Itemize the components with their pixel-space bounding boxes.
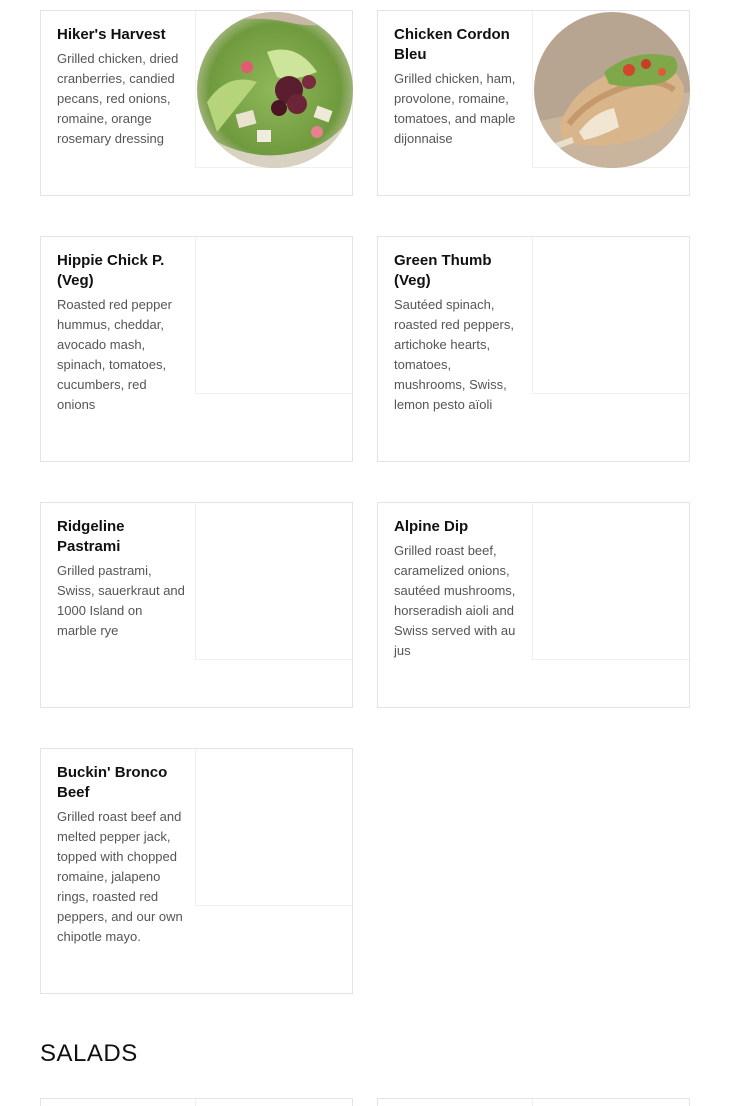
- menu-item-description: Roasted red pepper hummus, cheddar, avocado mash, spinach, tomatoes, cucumbers, red onions: [57, 297, 172, 412]
- menu-card-text: [57, 517, 185, 641]
- menu-item-image-placeholder: [195, 1099, 352, 1106]
- menu-card-text: [57, 25, 185, 149]
- menu-item-title: Green Thumb (Veg): [394, 252, 492, 289]
- menu-item-title: Hiker's Harvest: [57, 26, 166, 43]
- menu-item-image-placeholder: [532, 503, 689, 660]
- menu-item-description: Grilled chicken, ham, provolone, romaine, tomatoes, and maple dijonnaise: [394, 71, 516, 146]
- menu-card[interactable]: [377, 1098, 690, 1106]
- menu-card-text: [57, 763, 185, 947]
- menu-item-title: Hippie Chick P. (Veg): [57, 252, 165, 289]
- menu-item-description: Grilled pastrami, Swiss, sauerkraut and 1000 Island on marble rye: [57, 563, 185, 638]
- menu-item-image-placeholder: [195, 503, 352, 660]
- menu-item-description: Grilled chicken, dried cranberries, candied pecans, red onions, romaine, orange rosemary dressing: [57, 51, 179, 146]
- menu-card[interactable]: [377, 10, 690, 196]
- menu-card-text: [394, 25, 522, 149]
- menu-item-image-placeholder: [195, 237, 352, 394]
- menu-item-image-placeholder: [532, 237, 689, 394]
- menu-card[interactable]: [40, 10, 353, 196]
- menu-card[interactable]: [40, 502, 353, 708]
- menu-item-image: [195, 11, 352, 168]
- menu-card[interactable]: [40, 236, 353, 462]
- menu-item-description: Grilled roast beef, caramelized onions, sautéed mushrooms, horseradish aioli and Swiss served with au jus: [394, 543, 516, 658]
- menu-card-text: [394, 517, 522, 661]
- menu-item-title: Buckin' Bronco Beef: [57, 764, 168, 801]
- wrap-salad-photo: [197, 12, 353, 168]
- menu-item-description: Grilled roast beef and melted pepper jack, topped with chopped romaine, jalapeno rings, roasted red peppers, and our own chipotle mayo.: [57, 809, 183, 944]
- menu-item-title: Ridgeline Pastrami: [57, 518, 125, 555]
- menu-card-text: [394, 251, 522, 415]
- menu-card-text: [57, 251, 185, 415]
- menu-item-title: Alpine Dip: [394, 518, 469, 535]
- menu-card[interactable]: [40, 1098, 353, 1106]
- menu-item-title: Chicken Cordon Bleu: [394, 26, 510, 63]
- menu-item-image-placeholder: [195, 749, 352, 906]
- menu-item-image: [532, 11, 689, 168]
- wrap-chicken-photo: [534, 12, 690, 168]
- section-heading-salads: SALADS: [40, 1040, 138, 1067]
- menu-item-image-placeholder: [532, 1099, 689, 1106]
- menu-card[interactable]: [377, 236, 690, 462]
- menu-card[interactable]: [40, 748, 353, 994]
- menu-item-description: Sautéed spinach, roasted red peppers, artichoke hearts, tomatoes, mushrooms, Swiss, lemon pesto aïoli: [394, 297, 514, 412]
- menu-card[interactable]: [377, 502, 690, 708]
